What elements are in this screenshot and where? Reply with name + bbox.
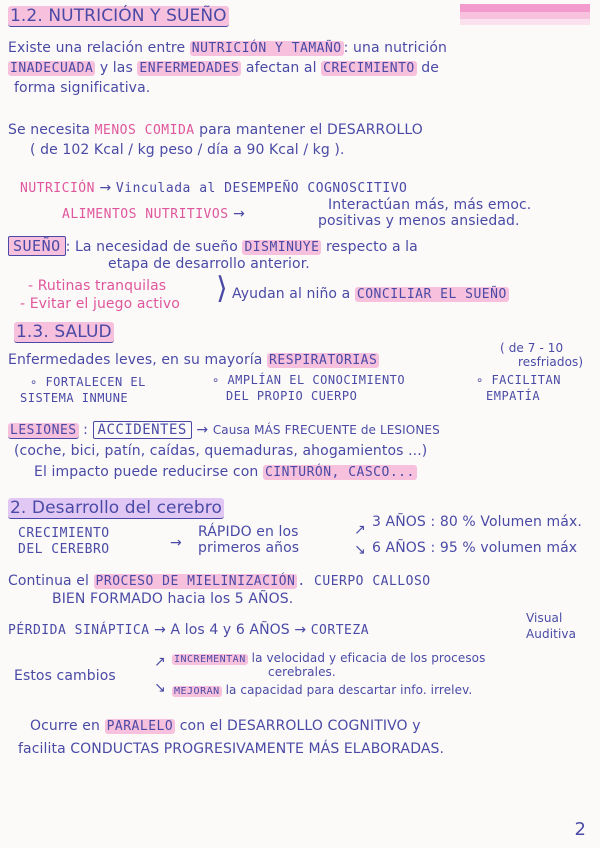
text-line: (coche, bici, patín, caídas, quemaduras, ahogamientos ...) <box>14 443 428 459</box>
page-number: 2 <box>574 819 586 840</box>
text-line: El impacto puede reducirse con CINTURÓN, CASCO... <box>34 464 415 480</box>
list-item: - Rutinas tranquilas <box>28 278 167 294</box>
text-line: etapa de desarrollo anterior. <box>108 256 310 272</box>
text-line: Existe una relación entre NUTRICIÓN Y TAMAÑO : una nutrición <box>8 40 447 56</box>
section-title-salud: 1.3. SALUD <box>16 322 112 342</box>
perdida-line: PÉRDIDA SINÁPTICA → A los 4 y 6 AÑOS → CORTEZA <box>8 622 370 638</box>
text-line: positivas y menos ansiedad. <box>318 213 520 229</box>
text-line: RÁPIDO en los <box>198 524 299 540</box>
bullet-item: ∘ FORTALECEN EL <box>30 375 146 389</box>
text-line: DEL CEREBRO <box>18 542 110 557</box>
arrow-up-right-icon: ↗ <box>154 654 166 670</box>
text-line: Interactúan más, más emoc. <box>328 197 532 213</box>
bullet-item: ∘ FACILITAN <box>476 373 561 387</box>
text-line: CRECIMIENTO <box>18 526 110 541</box>
alimentos-line: ALIMENTOS NUTRITIVOS → <box>62 206 245 222</box>
text-line: Ayudan al niño a CONCILIAR EL SUEÑO <box>232 286 507 302</box>
sueno-line: SUEÑO : La necesidad de sueño DISMINUYE respecto a la <box>8 238 418 256</box>
arrow-down-right-icon: ↘ <box>154 680 166 696</box>
section-title-cerebro: 2. Desarrollo del cerebro <box>10 498 222 518</box>
text-line: Ocurre en PARALELO con el DESARROLLO COGNITIVO y <box>30 718 421 734</box>
arrow-up-right-icon: ↗ <box>354 522 366 538</box>
bullet-item: SISTEMA INMUNE <box>20 391 129 405</box>
text-line: forma significativa. <box>14 80 151 96</box>
text-line: ( de 7 - 10 <box>500 341 564 355</box>
bullet-item: EMPATÍA <box>486 389 541 403</box>
text-line: Enfermedades leves, en su mayoría RESPIRATORIAS <box>8 352 378 368</box>
text-line: Auditiva <box>526 627 577 641</box>
text-line: Se necesita MENOS COMIDA para mantener el DESARROLLO <box>8 122 423 138</box>
brace-icon: ⟩ <box>216 271 228 306</box>
color-tab-top <box>460 4 590 12</box>
bullet-item: ∘ AMPLÍAN EL CONOCIMIENTO <box>212 373 406 387</box>
text-line: INCREMENTAN la velocidad y eficacia de los procesos <box>174 651 486 665</box>
color-tab-middle <box>460 12 590 19</box>
arrow-down-right-icon: ↘ <box>354 542 366 558</box>
text-line: Continua el PROCESO DE MIELINIZACIÓN . CUERPO CALLOSO <box>8 573 431 589</box>
text-line: ( de 102 Kcal / kg peso / día a 90 Kcal / kg ). <box>30 142 345 158</box>
arrow-right-icon: → <box>99 180 112 196</box>
arrow-right-icon: → <box>196 422 209 438</box>
text-line: resfriados) <box>518 355 584 369</box>
text-line: cerebrales. <box>268 665 336 679</box>
arrow-right-icon: → <box>154 622 166 638</box>
nutricion-line: NUTRICIÓN → Vinculada al DESEMPEÑO COGNOSCITIVO <box>20 180 408 196</box>
lesiones-line: LESIONES : ACCIDENTES → Causa MÁS FRECUENTE de LESIONES <box>10 422 440 438</box>
text-line: Estos cambios <box>14 668 116 684</box>
text-line: BIEN FORMADO hacia los 5 AÑOS. <box>52 591 294 607</box>
text-line: primeros años <box>198 540 300 556</box>
arrow-right-icon: → <box>170 535 182 551</box>
section-title-nutricion: 1.2. NUTRICIÓN Y SUEÑO <box>10 6 227 26</box>
text-line: MEJORAN la capacidad para descartar info. irrelev. <box>174 683 473 697</box>
text-line: 3 AÑOS : 80 % Volumen máx. <box>372 514 582 530</box>
list-item: - Evitar el juego activo <box>20 296 180 312</box>
arrow-right-icon: → <box>294 622 307 638</box>
arrow-right-icon: → <box>233 206 245 222</box>
color-tab-bottom <box>460 19 590 25</box>
text-line: INADECUADA y las ENFERMEDADES afectan al CRECIMIENTO de <box>10 60 439 76</box>
bullet-item: DEL PROPIO CUERPO <box>226 389 358 403</box>
text-line: Visual <box>526 611 563 625</box>
text-line: 6 AÑOS : 95 % volumen máx <box>372 540 578 556</box>
text-line: facilita CONDUCTAS PROGRESIVAMENTE MÁS ELABORADAS. <box>18 741 445 757</box>
